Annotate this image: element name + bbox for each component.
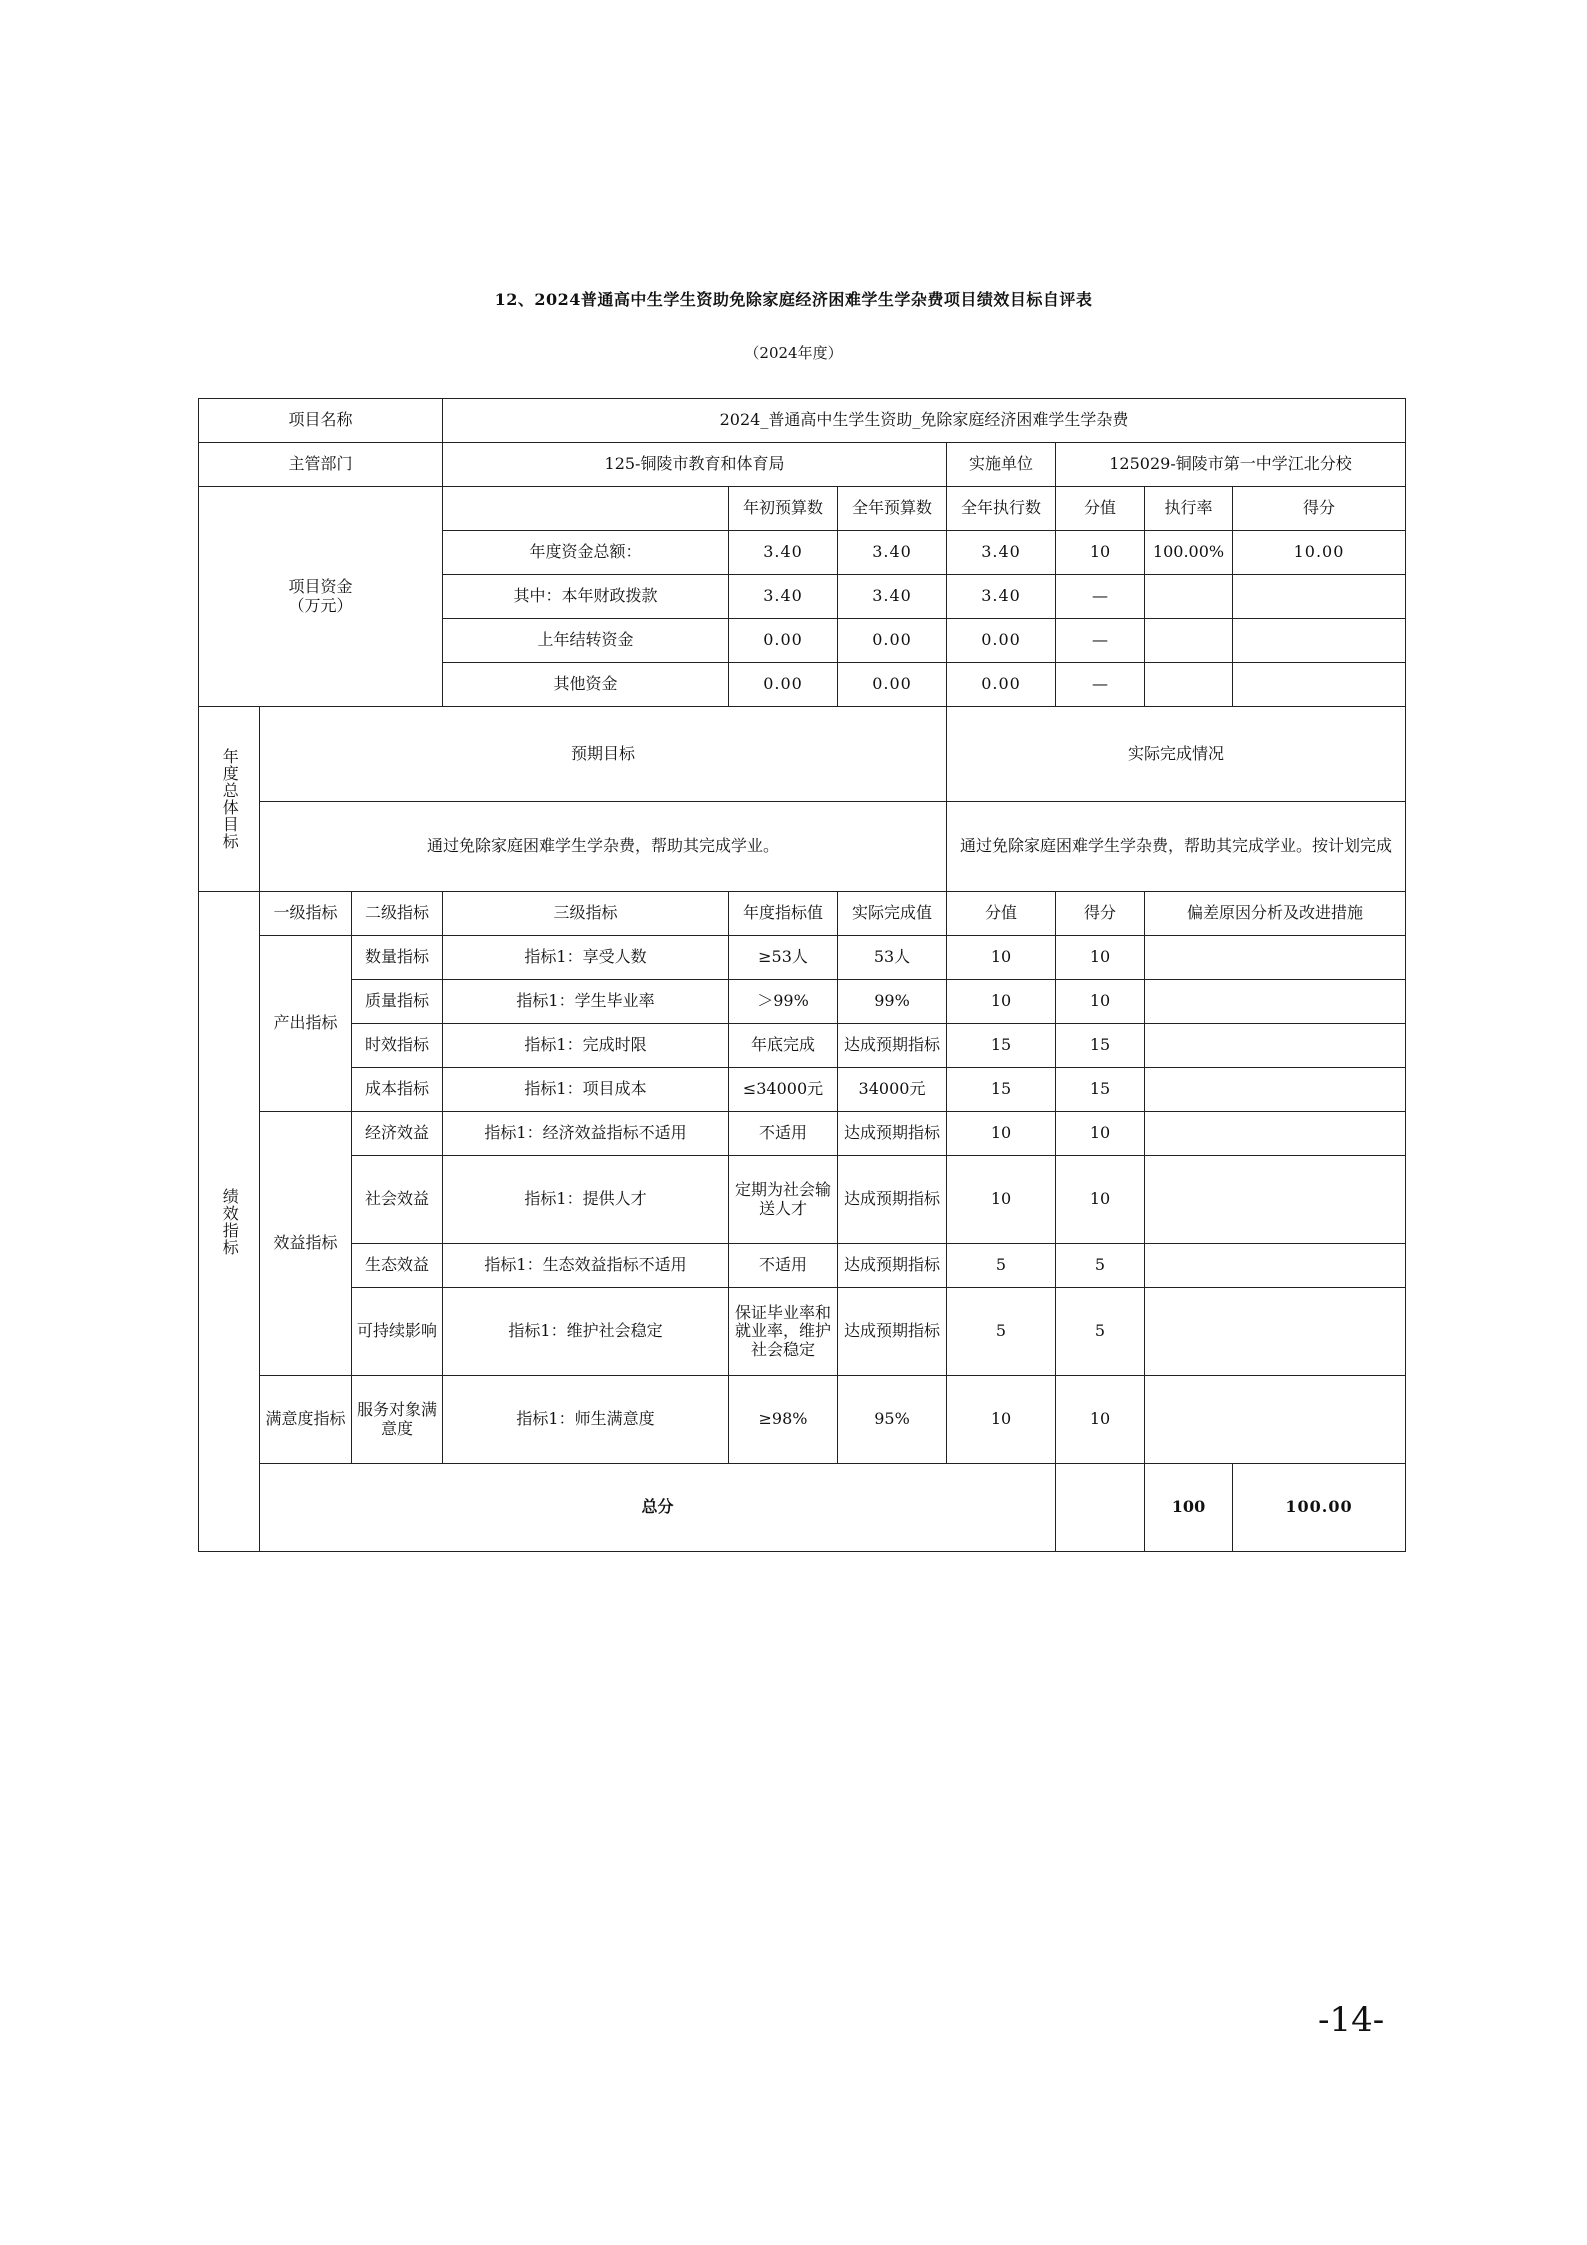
analysis-cell [1145,980,1406,1024]
indicator-row [199,1244,1406,1288]
level2-cell: 社会效益 [352,1156,443,1244]
score-cell: 15 [1056,1024,1145,1068]
actual-cell: 53人 [838,936,947,980]
funds-header-executed: 全年执行数 [947,487,1056,531]
document-year: （2024年度） [744,344,843,362]
funds-rate: 100.00% [1145,531,1233,575]
department-label: 主管部门 [199,443,443,487]
target-cell: 保证毕业率和就业率，维护社会稳定 [729,1288,838,1376]
level2-cell: 服务对象满意度 [352,1376,443,1464]
funds-score-value: — [1056,663,1145,707]
project-name-row [199,399,1406,443]
score-value-cell: 10 [947,1376,1056,1464]
funds-executed: 0.00 [947,619,1056,663]
level1-benefit: 效益指标 [260,1112,352,1376]
score-value-cell: 5 [947,1244,1056,1288]
funds-row-label: 年度资金总额： [443,531,729,575]
funds-score-value: — [1056,619,1145,663]
score-cell: 15 [1056,1068,1145,1112]
score-cell: 5 [1056,1288,1145,1376]
target-cell: ≥53人 [729,936,838,980]
analysis-cell [1145,1244,1406,1288]
score-cell: 5 [1056,1244,1145,1288]
analysis-cell [1145,1112,1406,1156]
overall-goal-label [199,707,260,892]
funds-rate [1145,575,1233,619]
actual-cell: 达成预期指标 [838,1288,947,1376]
indicator-header-row [199,892,1406,936]
project-name-value: 2024_普通高中生学生资助_免除家庭经济困难学生学杂费 [443,399,1406,443]
score-value-cell: 15 [947,1068,1056,1112]
funds-executed: 0.00 [947,663,1056,707]
funds-score [1233,575,1406,619]
page-number: -14- [1318,2000,1385,2040]
analysis-cell [1145,1376,1406,1464]
level3-cell: 指标1：享受人数 [443,936,729,980]
level2-cell: 可持续影响 [352,1288,443,1376]
score-cell: 10 [1056,936,1145,980]
header-analysis: 偏差原因分析及改进措施 [1145,892,1406,936]
funds-row-label: 上年结转资金 [443,619,729,663]
performance-indicator-label-text: 绩效指标 [220,1187,240,1256]
actual-result-header: 实际完成情况 [947,707,1406,802]
actual-cell: 99% [838,980,947,1024]
funds-rate [1145,663,1233,707]
funds-header-row [199,487,1406,531]
header-level3: 三级指标 [443,892,729,936]
document-title: 12、2024普通高中生学生资助免除家庭经济困难学生学杂费项目绩效目标自评表 [494,290,1093,309]
header-target: 年度指标值 [729,892,838,936]
project-name-label: 项目名称 [199,399,443,443]
level1-output: 产出指标 [260,936,352,1112]
indicator-row [199,980,1406,1024]
expected-goal-text: 通过免除家庭困难学生学杂费，帮助其完成学业。 [260,802,947,892]
funds-label-text: 项目资金 （万元） [288,577,353,615]
funds-row-label: 其中：本年财政拨款 [443,575,729,619]
department-row [199,443,1406,487]
indicator-row [199,1376,1406,1464]
level3-cell: 指标1：经济效益指标不适用 [443,1112,729,1156]
target-cell: 定期为社会输送人才 [729,1156,838,1244]
analysis-cell [1145,1024,1406,1068]
level3-cell: 指标1：学生毕业率 [443,980,729,1024]
funds-score: 10.00 [1233,531,1406,575]
target-cell: ≤34000元 [729,1068,838,1112]
score-value-cell: 10 [947,1112,1056,1156]
analysis-cell [1145,936,1406,980]
actual-cell: 达成预期指标 [838,1244,947,1288]
funds-header-initial: 年初预算数 [729,487,838,531]
score-cell: 10 [1056,1112,1145,1156]
goal-header-row [199,707,1406,802]
unit-label: 实施单位 [947,443,1056,487]
total-row [199,1464,1406,1552]
funds-annual: 0.00 [838,619,947,663]
level3-cell: 指标1：师生满意度 [443,1376,729,1464]
funds-initial: 0.00 [729,619,838,663]
actual-result-text: 通过免除家庭困难学生学杂费，帮助其完成学业。按计划完成 [947,802,1406,892]
header-level1: 一级指标 [260,892,352,936]
performance-indicator-label [199,892,260,1552]
header-score: 得分 [1056,892,1145,936]
level1-satisfaction: 满意度指标 [260,1376,352,1464]
indicator-row [199,1068,1406,1112]
level2-cell: 经济效益 [352,1112,443,1156]
funds-initial: 3.40 [729,575,838,619]
analysis-cell [1145,1156,1406,1244]
level3-cell: 指标1：维护社会稳定 [443,1288,729,1376]
indicator-row [199,1112,1406,1156]
funds-label [199,487,443,707]
level3-cell: 指标1：完成时限 [443,1024,729,1068]
score-value-cell: 10 [947,1156,1056,1244]
funds-header-blank [443,487,729,531]
level2-cell: 生态效益 [352,1244,443,1288]
analysis-cell [1145,1288,1406,1376]
funds-score [1233,663,1406,707]
funds-score-value: 10 [1056,531,1145,575]
level2-cell: 数量指标 [352,936,443,980]
total-score: 100.00 [1233,1464,1406,1552]
level3-cell: 指标1：提供人才 [443,1156,729,1244]
target-cell: 不适用 [729,1112,838,1156]
funds-initial: 0.00 [729,663,838,707]
evaluation-table [198,398,1406,1552]
level2-cell: 成本指标 [352,1068,443,1112]
total-blank [1056,1464,1145,1552]
score-cell: 10 [1056,980,1145,1024]
target-cell: 不适用 [729,1244,838,1288]
total-label: 总分 [260,1464,1056,1552]
indicator-row [199,1024,1406,1068]
score-cell: 10 [1056,1376,1145,1464]
funds-score [1233,619,1406,663]
score-value-cell: 15 [947,1024,1056,1068]
actual-cell: 95% [838,1376,947,1464]
unit-value: 125029-铜陵市第一中学江北分校 [1056,443,1406,487]
total-score-value: 100 [1145,1464,1233,1552]
funds-header-score: 得分 [1233,487,1406,531]
analysis-cell [1145,1068,1406,1112]
level2-cell: 时效指标 [352,1024,443,1068]
target-cell: ＞99% [729,980,838,1024]
funds-score-value: — [1056,575,1145,619]
score-cell: 10 [1056,1156,1145,1244]
funds-rate [1145,619,1233,663]
funds-annual: 3.40 [838,575,947,619]
expected-goal-header: 预期目标 [260,707,947,802]
goal-content-row [199,802,1406,892]
funds-header-rate: 执行率 [1145,487,1233,531]
score-value-cell: 10 [947,936,1056,980]
target-cell: 年底完成 [729,1024,838,1068]
indicator-row [199,1288,1406,1376]
score-value-cell: 5 [947,1288,1056,1376]
header-actual: 实际完成值 [838,892,947,936]
level3-cell: 指标1：项目成本 [443,1068,729,1112]
actual-cell: 达成预期指标 [838,1112,947,1156]
funds-initial: 3.40 [729,531,838,575]
funds-executed: 3.40 [947,531,1056,575]
level3-cell: 指标1：生态效益指标不适用 [443,1244,729,1288]
funds-header-annual: 全年预算数 [838,487,947,531]
indicator-row [199,936,1406,980]
funds-annual: 3.40 [838,531,947,575]
indicator-row [199,1156,1406,1244]
actual-cell: 34000元 [838,1068,947,1112]
actual-cell: 达成预期指标 [838,1024,947,1068]
funds-executed: 3.40 [947,575,1056,619]
score-value-cell: 10 [947,980,1056,1024]
actual-cell: 达成预期指标 [838,1156,947,1244]
funds-header-score-value: 分值 [1056,487,1145,531]
header-score-value: 分值 [947,892,1056,936]
department-value: 125-铜陵市教育和体育局 [443,443,947,487]
overall-goal-label-text: 年度总体目标 [220,748,240,850]
level2-cell: 质量指标 [352,980,443,1024]
header-level2: 二级指标 [352,892,443,936]
target-cell: ≥98% [729,1376,838,1464]
funds-row-label: 其他资金 [443,663,729,707]
funds-annual: 0.00 [838,663,947,707]
